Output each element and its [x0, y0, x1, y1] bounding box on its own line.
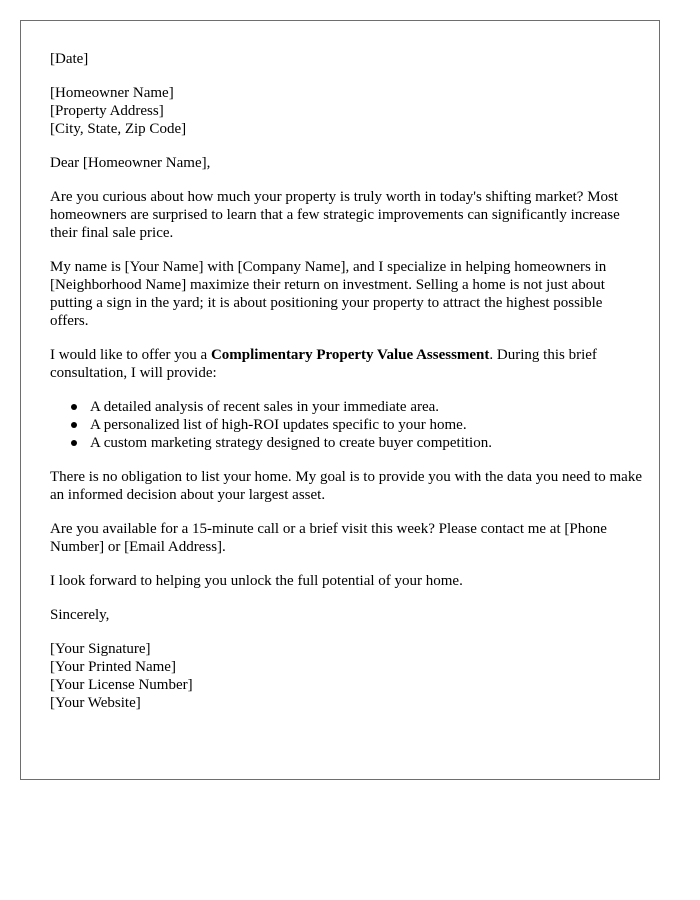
date: [Date]	[50, 51, 89, 67]
offer-suffix: . During this brief consultation, I will provide:	[50, 347, 597, 381]
date-line	[50, 50, 642, 68]
license-number: [Your License Number]	[50, 677, 193, 693]
offer-paragraph	[50, 346, 642, 382]
list-item	[90, 434, 642, 452]
salutation: Dear [Homeowner Name],	[50, 155, 211, 171]
intro-paragraph: Are you curious about how much your property is truly worth in today's shifting market? Most homeowners are surprised to learn that a few strategic improvements can significantly increase their final sale price.	[50, 189, 620, 241]
list-item	[90, 416, 642, 434]
offer-prefix: I would like to offer you a	[50, 347, 211, 363]
bullet-icon	[71, 440, 77, 446]
call-to-action-paragraph: Are you available for a 15-minute call or a brief visit this week? Please contact me at [Phone Number] or [Email Address].	[50, 521, 607, 555]
recipient-address: [Property Address]	[50, 103, 164, 119]
offer-highlight: Complimentary Property Value Assessment	[210, 347, 490, 363]
list-item-text: A custom marketing strategy designed to create buyer competition.	[90, 435, 492, 451]
closing-paragraph: I look forward to helping you unlock the full potential of your home.	[50, 573, 463, 589]
signature-block	[50, 640, 642, 712]
recipient-name: [Homeowner Name]	[50, 85, 174, 101]
printed-name: [Your Printed Name]	[50, 659, 176, 675]
recipient-city-state-zip: [City, State, Zip Code]	[50, 121, 187, 137]
signature: [Your Signature]	[50, 641, 151, 657]
website: [Your Website]	[50, 695, 141, 711]
recipient-block	[50, 84, 642, 138]
no-obligation-paragraph: There is no obligation to list your home. My goal is to provide you with the data you need to make an informed decision about your largest asset.	[50, 469, 642, 503]
letter-frame	[20, 20, 660, 780]
bullet-icon	[71, 404, 77, 410]
offer-list	[50, 398, 642, 452]
list-item-text: A personalized list of high-ROI updates specific to your home.	[90, 417, 467, 433]
list-item	[90, 398, 642, 416]
about-paragraph: My name is [Your Name] with [Company Name], and I specialize in helping homeowners in [Neighborhood Name] maximize their return on investment. Selling a home is not just about putting a sign in the yard; it is about positioning your property to attract the highest possible offers.	[50, 259, 607, 329]
letter-body	[50, 50, 642, 728]
signoff: Sincerely,	[50, 607, 110, 623]
list-item-text: A detailed analysis of recent sales in your immediate area.	[90, 399, 440, 415]
bullet-icon	[71, 422, 77, 428]
